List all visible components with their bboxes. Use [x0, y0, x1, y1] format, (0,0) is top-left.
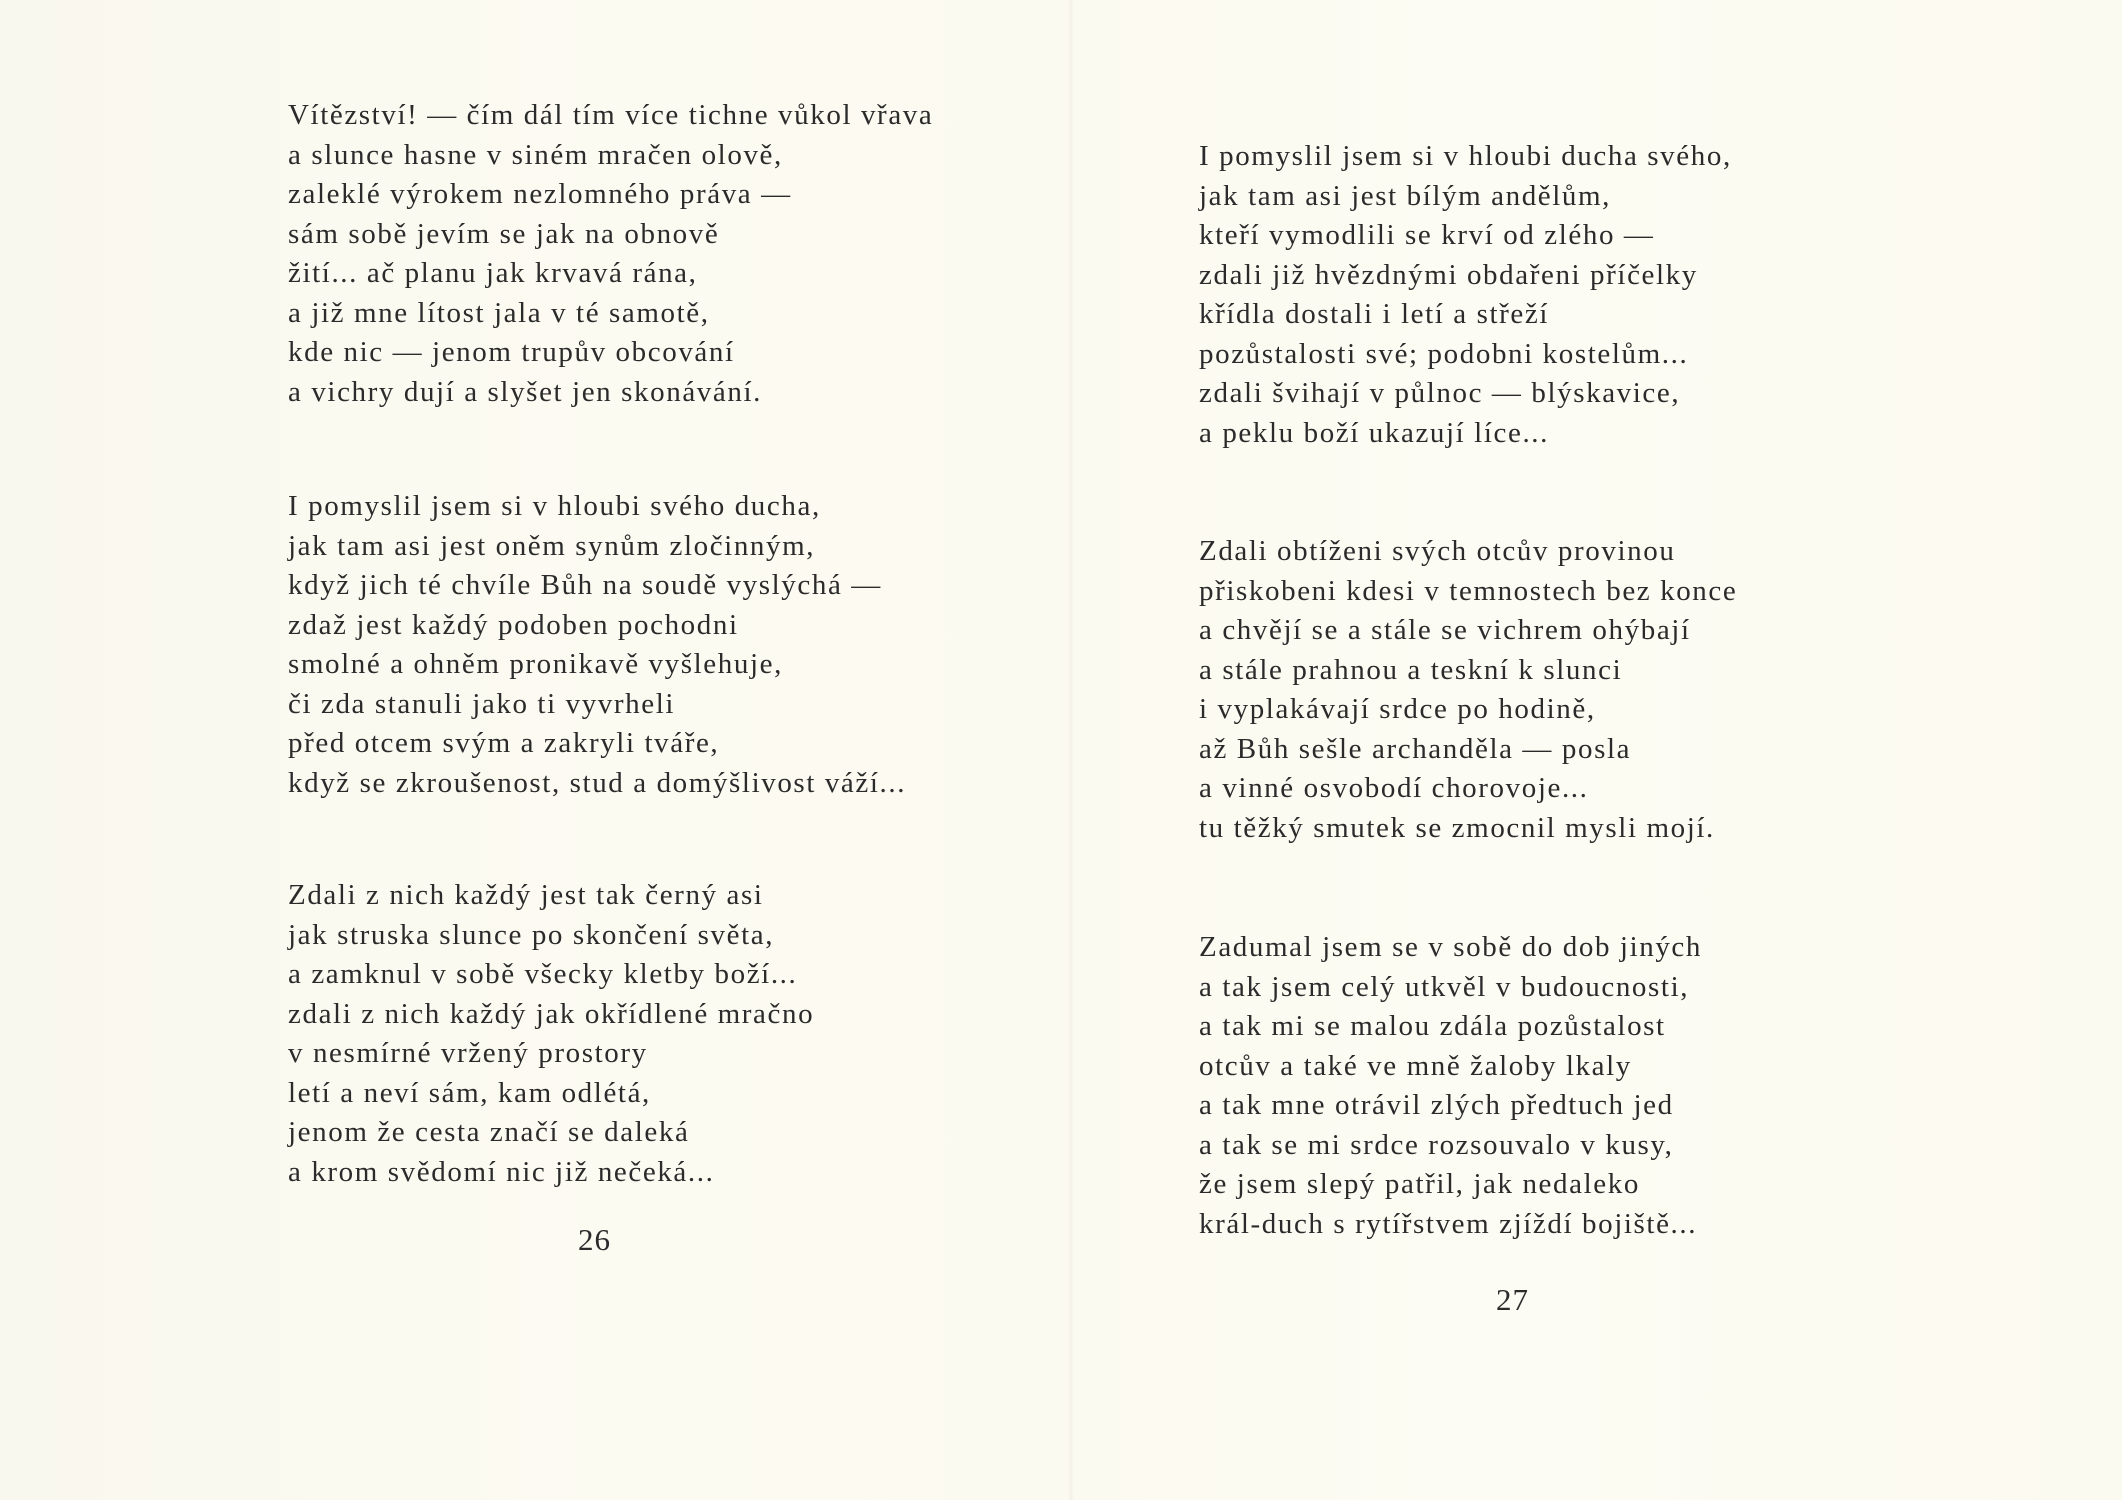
- verse-line: Vítězství! — čím dál tím více tichne vůkol vřava: [288, 99, 934, 131]
- stanza: [1199, 928, 1702, 1244]
- verse-line: v nesmírné vržený prostory: [288, 1037, 648, 1069]
- page-number: 27: [1496, 1282, 1529, 1317]
- verse-line: a již mne lítost jala v té samotě,: [288, 296, 710, 329]
- verse-line: král-duch s rytířstvem zjíždí bojiště...: [1199, 1207, 1698, 1240]
- verse-line: a krom svědomí nic již nečeká...: [288, 1155, 715, 1188]
- verse-line: zdali z nich každý jak okřídlené mračno: [288, 997, 815, 1030]
- verse-line: a slunce hasne v siném mračen olově,: [288, 138, 783, 171]
- verse-line: a stále prahnou a teskní k slunci: [1199, 653, 1623, 686]
- verse-line: pozůstalosti své; podobni kostelům...: [1199, 337, 1689, 370]
- verse-line: i vyplakávají srdce po hodině,: [1199, 693, 1596, 725]
- verse-line: až Bůh sešle archanděla — posla: [1199, 732, 1632, 765]
- verse-line: letí a neví sám, kam odlétá,: [288, 1076, 651, 1109]
- verse-line: jak tam asi jest bílým andělům,: [1199, 179, 1612, 212]
- verse-line: před otcem svým a zakryli tváře,: [288, 727, 720, 759]
- verse-line: že jsem slepý patřil, jak nedaleko: [1199, 1168, 1640, 1200]
- verse-line: zdali již hvězdnými obdařeni příčelky: [1199, 258, 1698, 291]
- verse-line: či zda stanuli jako ti vyvrheli: [288, 687, 676, 720]
- right-page: [1074, 0, 2122, 1500]
- verse-line: a tak jsem celý utkvěl v budoucnosti,: [1199, 970, 1690, 1003]
- verse-line: křídla dostali i letí a střeží: [1199, 298, 1549, 330]
- verse-line: a zamknul v sobě všecky kletby boží...: [288, 958, 798, 990]
- verse-line: jak tam asi jest oněm synům zločinným,: [288, 529, 816, 562]
- verse-line: a chvějí se a stále se vichrem ohýbají: [1199, 614, 1691, 646]
- verse-line: zdali švihají v půlnoc — blýskavice,: [1199, 377, 1681, 409]
- verse-line: přiskobeni kdesi v temnostech bez konce: [1199, 574, 1738, 607]
- verse-line: když se zkroušenost, stud a domýšlivost váží...: [288, 766, 907, 799]
- stanza: [1199, 532, 1737, 848]
- stanza: [288, 487, 906, 803]
- verse-line: žití... ač planu jak krvavá rána,: [288, 257, 698, 289]
- verse-line: a vinné osvobodí chorovoje...: [1199, 772, 1589, 804]
- verse-line: jak struska slunce po skončení světa,: [288, 918, 775, 951]
- verse-line: I pomyslil jsem si v hloubi ducha svého,: [1199, 140, 1732, 172]
- verse-line: a tak mne otrávil zlých předtuch jed: [1199, 1089, 1674, 1121]
- stanza: [288, 876, 814, 1192]
- verse-line: Zadumal jsem se v sobě do dob jiných: [1199, 931, 1702, 963]
- verse-line: zdaž jest každý podoben pochodni: [288, 608, 739, 641]
- verse-line: a vichry dují a slyšet jen skonávání.: [288, 375, 762, 408]
- verse-line: a tak se mi srdce rozsouvalo v kusy,: [1199, 1128, 1674, 1161]
- stanza: [1199, 137, 1732, 453]
- verse-line: a peklu boží ukazují líce...: [1199, 416, 1549, 449]
- verse-line: otcův a také ve mně žaloby lkaly: [1199, 1049, 1632, 1082]
- verse-line: kteří vymodlili se krví od zlého —: [1199, 219, 1655, 251]
- page-number: 26: [578, 1222, 611, 1257]
- verse-line: Zdali obtíženi svých otcův provinou: [1199, 535, 1676, 567]
- verse-line: zaleklé výrokem nezlomného práva —: [288, 178, 792, 210]
- verse-line: kde nic — jenom trupův obcování: [288, 336, 735, 368]
- verse-line: jenom že cesta značí se daleká: [288, 1116, 690, 1148]
- verse-line: smolné a ohněm pronikavě vyšlehuje,: [288, 648, 783, 680]
- verse-line: tu těžký smutek se zmocnil mysli mojí.: [1199, 811, 1715, 844]
- verse-line: když jich té chvíle Bůh na soudě vyslýchá —: [288, 569, 882, 601]
- stanza: [288, 96, 933, 412]
- verse-line: a tak mi se malou zdála pozůstalost: [1199, 1010, 1666, 1042]
- verse-line: Zdali z nich každý jest tak černý asi: [288, 879, 764, 911]
- verse-line: sám sobě jevím se jak na obnově: [288, 217, 720, 250]
- verse-line: I pomyslil jsem si v hloubi svého ducha,: [288, 490, 821, 522]
